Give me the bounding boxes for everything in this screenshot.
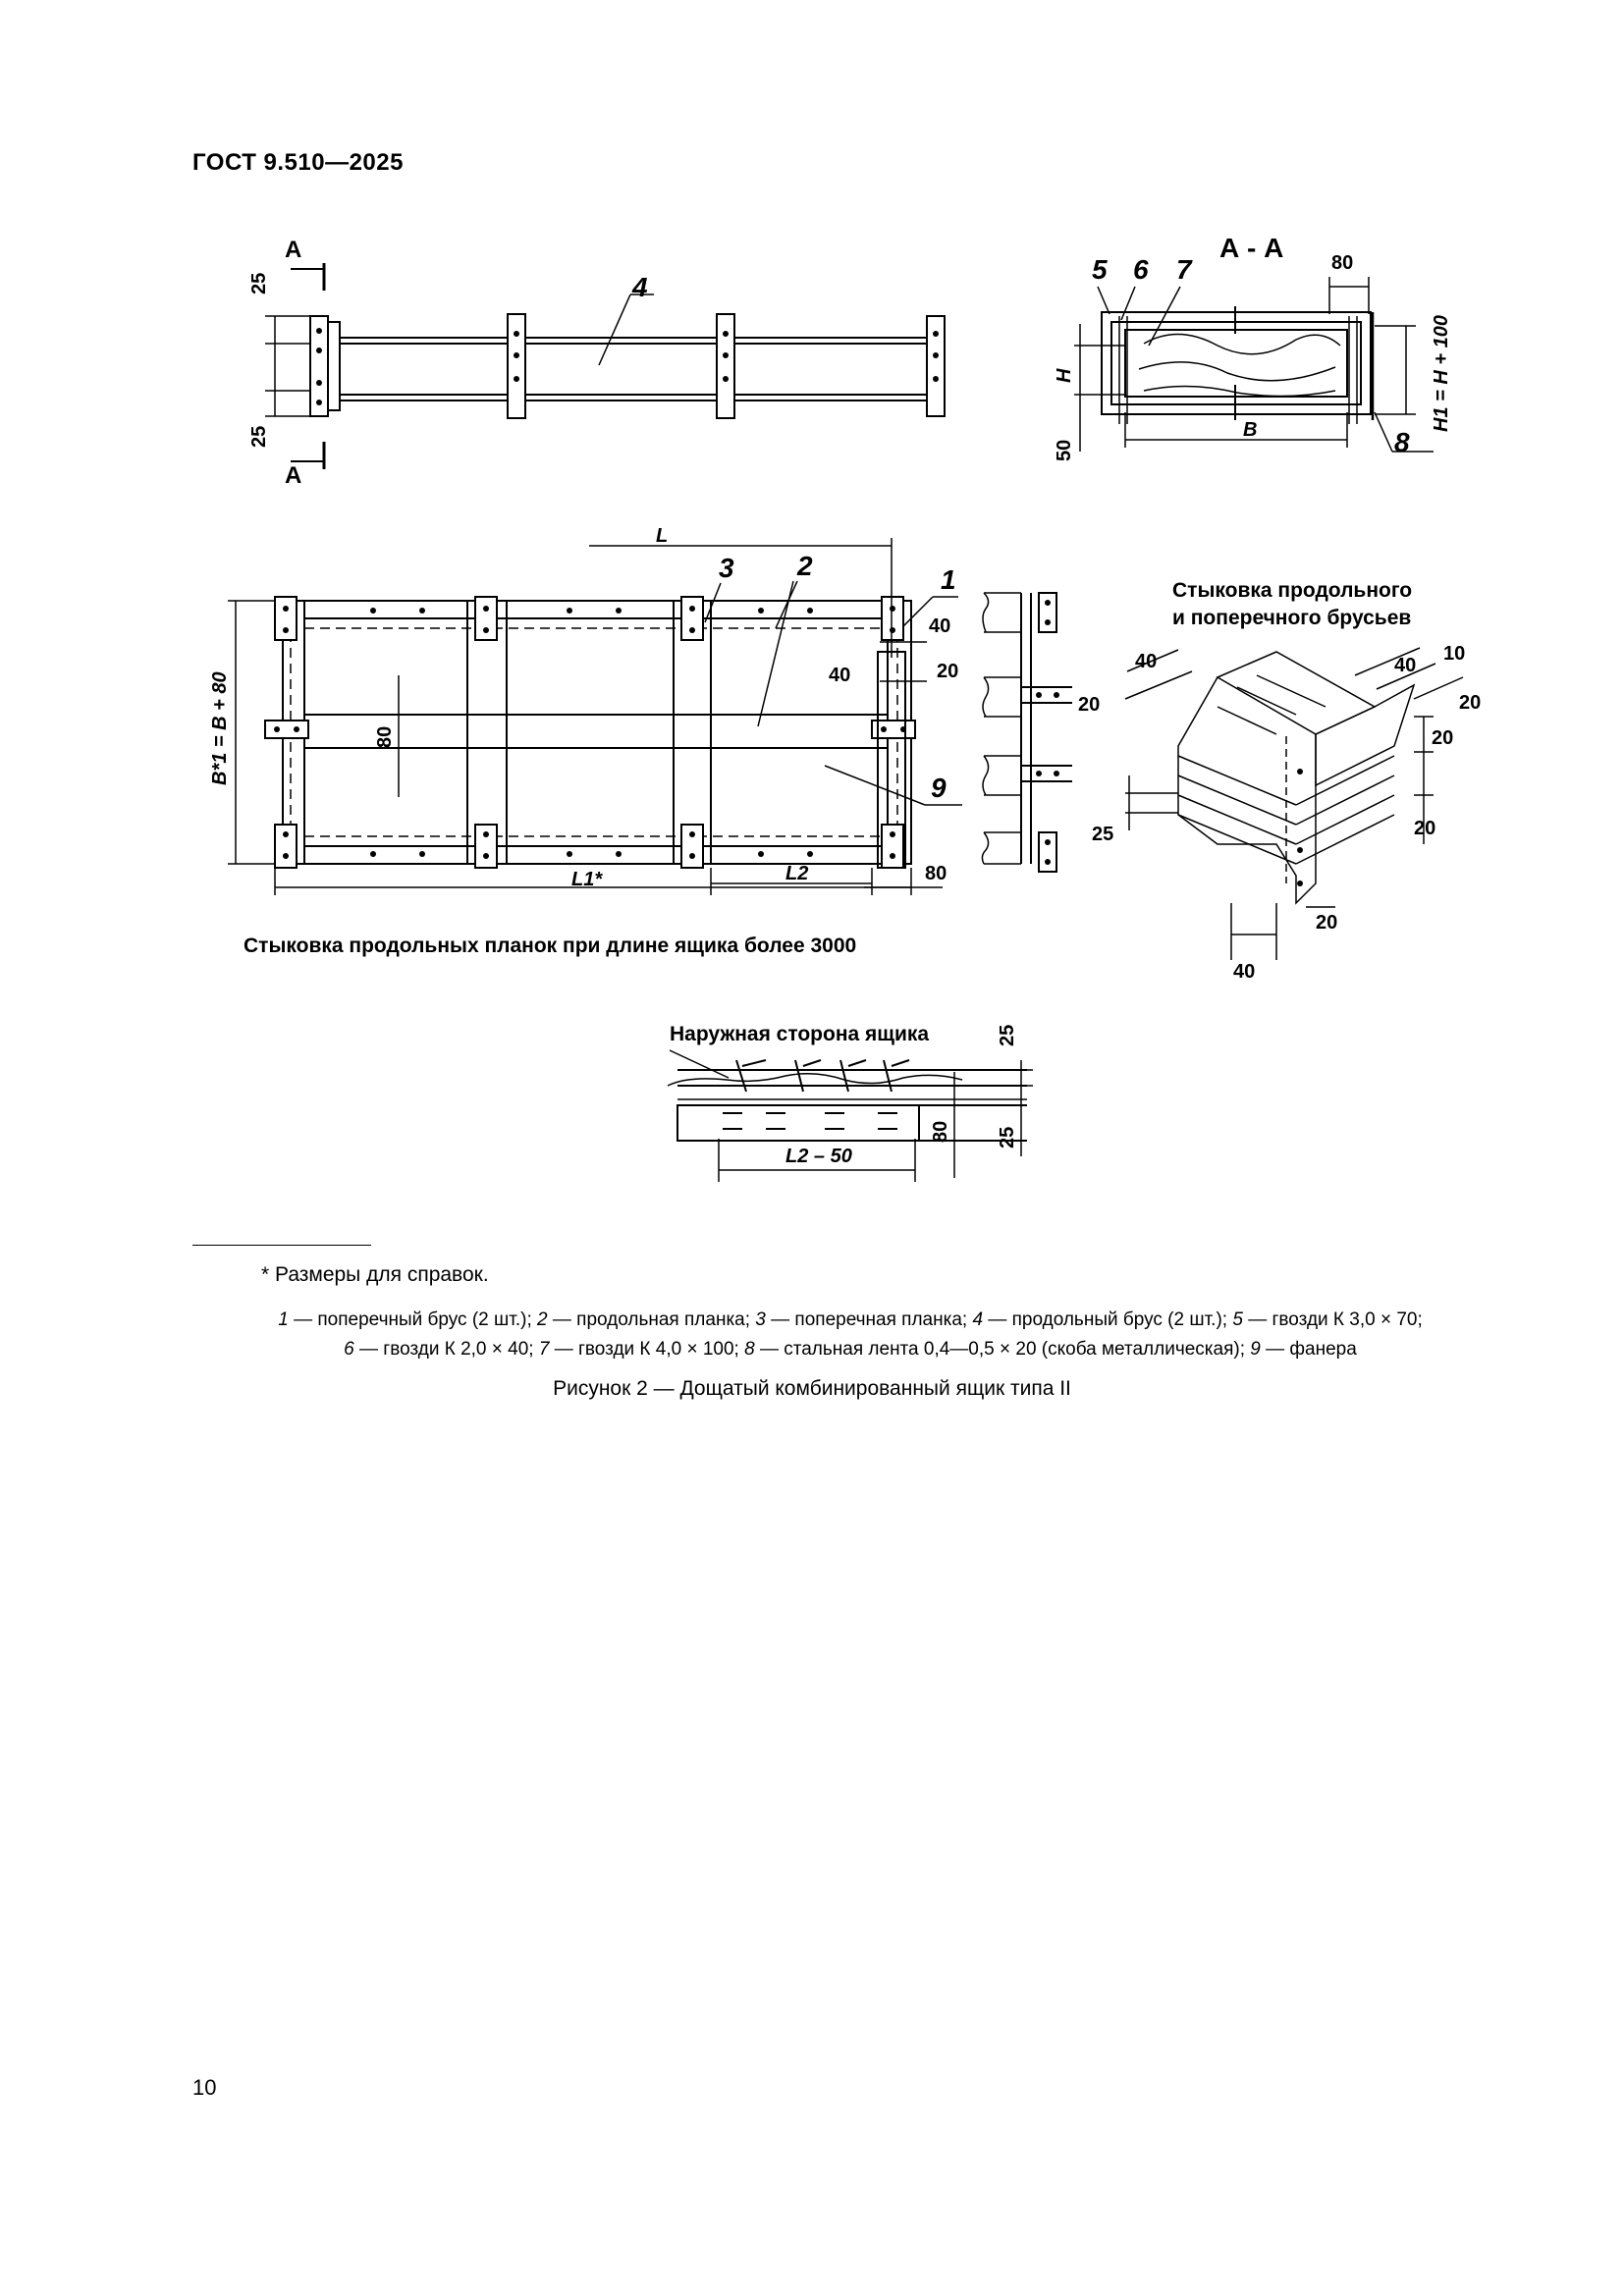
figure-caption: Рисунок 2 — Дощатый комбинированный ящик типа II <box>553 1377 1071 1400</box>
legend-num-3: 3 <box>755 1309 766 1330</box>
page-number: 10 <box>192 2075 217 2100</box>
dim-20-plan: 20 <box>937 661 959 682</box>
dim-80-end: 80 <box>925 863 947 884</box>
legend-num-4: 4 <box>972 1309 984 1330</box>
legend-text-1: — поперечный брус (2 шт.); <box>288 1309 538 1330</box>
legend-text-7: — гвозди К 4,0 × 100; <box>549 1339 745 1360</box>
legend-text-5: — гвозди К 3,0 × 70; <box>1242 1309 1423 1330</box>
dim-40-plan: 40 <box>929 615 951 637</box>
label-1: 1 <box>941 564 956 595</box>
plank-joint-caption: Стыковка продольных планок при длине ящика более 3000 <box>244 934 857 957</box>
legend-num-6: 6 <box>344 1339 354 1360</box>
dim-20-joint-bottom: 20 <box>1316 912 1338 934</box>
section-mark-top: А <box>285 237 302 263</box>
label-9: 9 <box>931 773 947 803</box>
beam-joint-title-line1: Стыковка продольного <box>1172 579 1413 602</box>
legend-num-2: 2 <box>537 1309 548 1330</box>
plan-view <box>228 538 962 895</box>
dim-l: L <box>656 525 669 547</box>
dim-b1: B*1 = B + 80 <box>209 671 231 785</box>
dim-40-joint-right: 40 <box>1394 655 1417 676</box>
legend-text-2: — продольная планка; <box>547 1309 756 1330</box>
dim-25-section-top: 25 <box>997 1024 1018 1046</box>
dim-20-joint-left: 20 <box>1078 694 1101 716</box>
dim-40-plan-2: 40 <box>829 665 851 686</box>
dim-h: H <box>1054 368 1075 383</box>
legend-text-9: — фанера <box>1260 1339 1357 1360</box>
label-8: 8 <box>1394 427 1410 457</box>
dim-20-joint-r2: 20 <box>1432 727 1454 749</box>
dim-80-plan: 80 <box>374 725 396 748</box>
dim-80-section: 80 <box>1331 252 1354 274</box>
legend-text-8: — стальная лента 0,4—0,5 × 20 (скоба металлическая); <box>754 1339 1251 1360</box>
plank-joint-side-detail <box>982 593 1072 872</box>
dim-h1: H1 = H + 100 <box>1431 315 1452 432</box>
beam-joint-title-line2: и поперечного брусьев <box>1172 607 1412 629</box>
label-5: 5 <box>1092 254 1108 285</box>
dim-20-joint-r1: 20 <box>1459 692 1482 714</box>
dim-10-joint: 10 <box>1443 643 1466 665</box>
footnote-rule <box>192 1245 371 1246</box>
label-6: 6 <box>1133 254 1149 285</box>
label-7: 7 <box>1176 254 1192 285</box>
legend-text-6: — гвозди К 2,0 × 40; <box>353 1339 539 1360</box>
legend-text-4: — продольный брус (2 шт.); <box>983 1309 1233 1330</box>
dim-80-section-bottom: 80 <box>930 1120 951 1143</box>
legend-num-9: 9 <box>1250 1339 1261 1360</box>
legend-num-1: 1 <box>278 1309 289 1330</box>
dim-25-section-bottom: 25 <box>997 1126 1018 1148</box>
label-3: 3 <box>719 553 734 583</box>
section-title: А - А <box>1219 233 1284 263</box>
legend-text-3: — поперечная планка; <box>765 1309 973 1330</box>
outer-side-label: Наружная сторона ящика <box>670 1023 930 1045</box>
legend-num-8: 8 <box>744 1339 755 1360</box>
dim-40-joint: 40 <box>1135 651 1158 672</box>
side-view-beam <box>265 263 945 469</box>
figure-legend <box>192 1306 1508 1364</box>
dim-40-joint-bottom: 40 <box>1233 961 1256 983</box>
dim-l1: L1* <box>571 869 603 890</box>
dim-25-bottom: 25 <box>248 425 270 448</box>
beam-joint-3d-detail <box>1125 648 1463 960</box>
dim-b: B <box>1243 419 1258 441</box>
legend-num-5: 5 <box>1232 1309 1243 1330</box>
footnote: * Размеры для справок. <box>261 1263 489 1286</box>
legend-num-7: 7 <box>538 1339 550 1360</box>
label-4: 4 <box>632 272 648 302</box>
dim-l2-minus-50: L2 – 50 <box>785 1146 852 1167</box>
dim-25-top: 25 <box>248 272 270 294</box>
dim-l2: L2 <box>785 863 809 884</box>
section-mark-bottom: А <box>285 462 302 489</box>
dim-25-joint: 25 <box>1092 824 1114 845</box>
label-2: 2 <box>797 551 813 581</box>
dim-20-joint-r3: 20 <box>1414 818 1436 839</box>
document-header: ГОСТ 9.510—2025 <box>192 149 404 176</box>
dim-50: 50 <box>1054 439 1075 461</box>
